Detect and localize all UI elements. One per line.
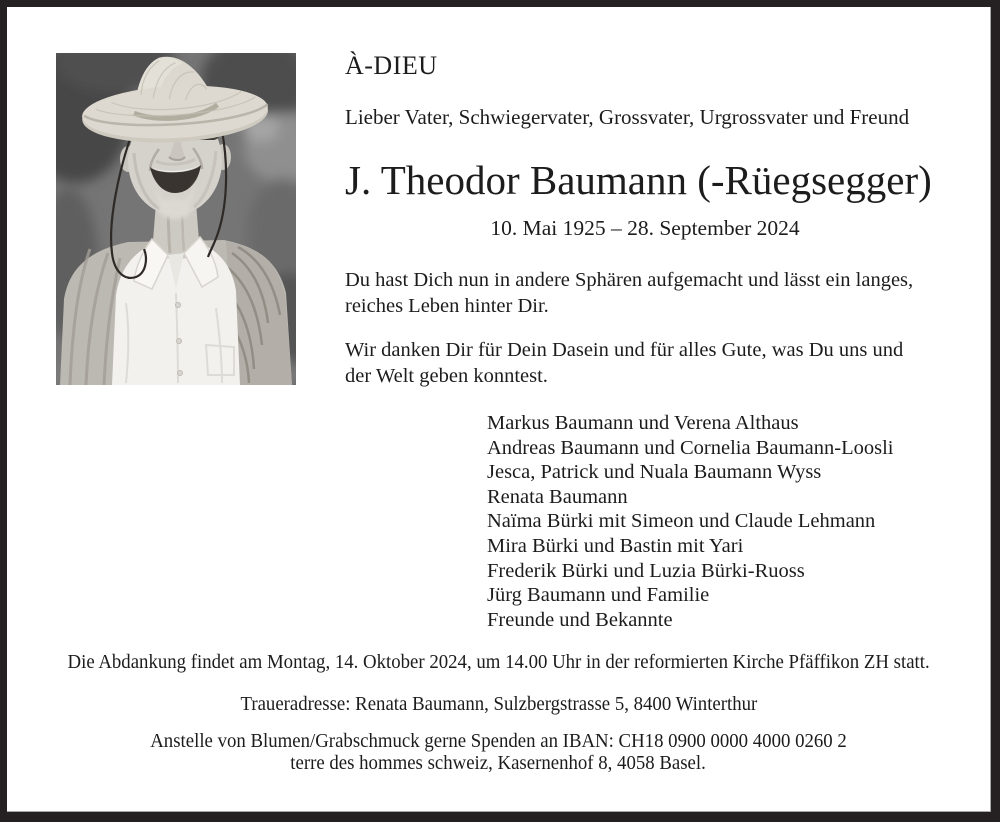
mourning-address-text: Traueradresse: Renata Baumann, Sulzbergstrasse 5, 8400 Winterthur [240,693,757,715]
paragraph-line: reiches Leben hinter Dir. [345,295,549,317]
service-info-text: Die Abdankung findet am Montag, 14. Oktober 2024, um 14.00 Uhr in der reformierten Kirche Pfäffikon ZH statt. [67,651,930,673]
mourners-list [487,411,969,632]
paragraph-line: Wir danken Dir für Dein Dasein und für alles Gute, was Du uns und [345,339,904,361]
mourner-line: Freunde und Bekannte [487,608,673,631]
donation-iban [7,731,990,752]
mourner-line: Mira Bürki und Bastin mit Yari [487,534,744,557]
donation-organisation [7,753,990,774]
mourner-line: Jesca, Patrick und Nuala Baumann Wyss [487,461,822,484]
mourner-line: Markus Baumann und Verena Althaus [487,412,799,434]
mourner-line: Renata Baumann [487,485,628,508]
portrait-illustration [56,53,296,385]
service-info [7,652,990,673]
portrait-photo [56,53,296,385]
thanks-paragraph [345,337,969,389]
mourner-line: Jürg Baumann und Familie [487,584,710,607]
notice-body [345,51,969,632]
salutation-line: Lieber Vater, Schwiegervater, Grossvater, Urgrossvater und Freund [345,105,910,129]
obituary-card [7,7,991,812]
life-dates: 10. Mai 1925 – 28. September 2024 [490,216,800,240]
donation-iban-text: Anstelle von Blumen/Grabschmuck gerne Spenden an IBAN: CH18 0900 0000 4000 0260 2 [150,730,847,752]
mourner-line: Naïma Bürki mit Simeon und Claude Lehmann [487,510,876,533]
donation-organisation-text: terre des hommes schweiz, Kasernenhof 8, 4058 Basel. [290,752,707,774]
mourning-address [7,694,990,715]
paragraph-line: der Welt geben konntest. [345,365,548,387]
deceased-name: J. Theodor Baumann (-Rüegsegger) [345,157,932,203]
farewell-paragraph [345,267,969,319]
header-adieu: À-DIEU [345,51,438,80]
paragraph-line: Du hast Dich nun in andere Sphären aufgemacht und lässt ein langes, [345,269,914,291]
mourner-line: Frederik Bürki und Luzia Bürki-Ruoss [487,559,805,582]
mourner-line: Andreas Baumann und Cornelia Baumann-Loosli [487,436,894,459]
